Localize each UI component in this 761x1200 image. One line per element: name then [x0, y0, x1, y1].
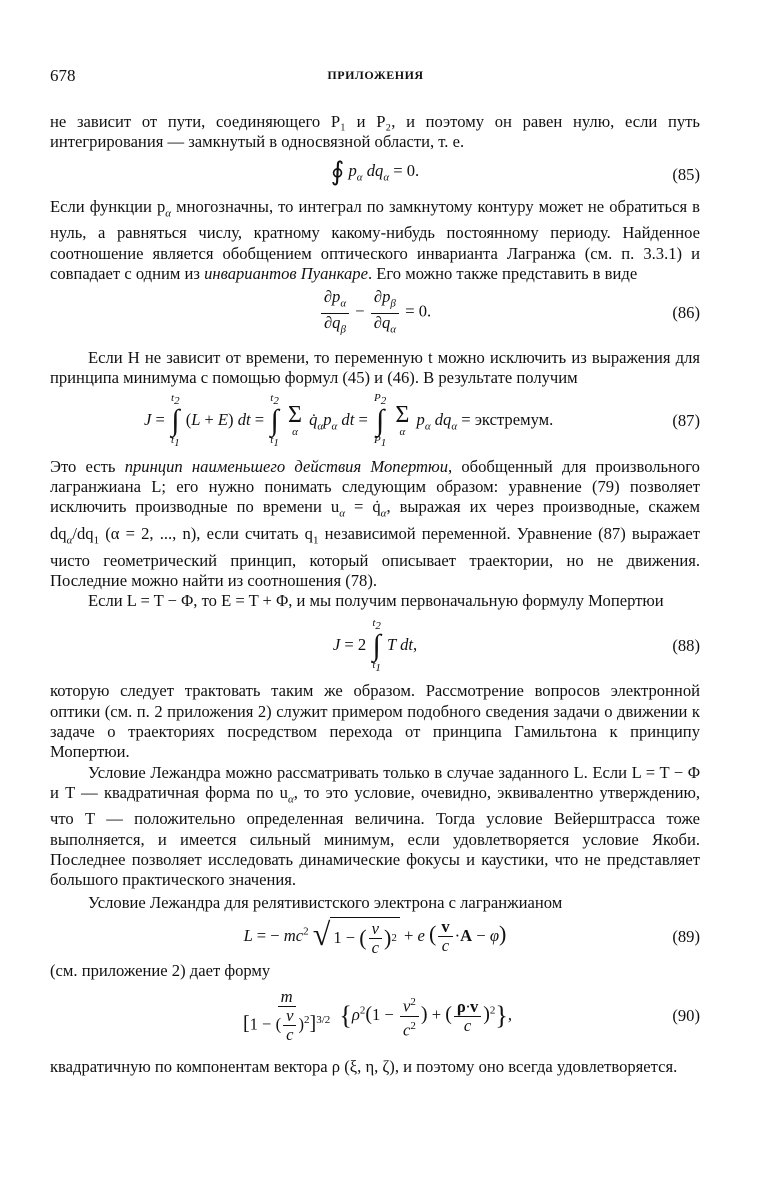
equation-90: m [1 − ( $\frac{v}{c}$ )$^2$]$^{3/2}$ {$\rho^2(1$ − $\frac{v^2}{c^2}$ ) + ( $\frac{\rho\cdot v}{c}$ )$^2$}, (90) — [242, 987, 700, 1045]
equation-number-90: (90) — [672, 1006, 700, 1026]
paragraph-5: Если L = T − Φ, то E = T + Φ, и мы получим первоначальную формулу Мопертюи — [88, 591, 664, 611]
extremum-word: экстремум. — [474, 409, 554, 429]
running-head: ПРИЛОЖЕНИЯ — [327, 68, 424, 82]
equation-85: ∮ $p_\alpha$ $dq_\alpha = 0$. (85) — [330, 157, 700, 187]
equation-89: L = − $mc^2$ √ 1 − ( $\frac{v}{c}$ ) 2 + e ( $\frac{v}{c}$ ·A − φ) (89) — [243, 915, 700, 957]
equation-87: J = $t_2$ ∫ $t_1$ (L + E) dt = $t_2$ ∫ $t_1$ Σ α $q̇_\alpha p_\alpha$ dt = $P_2$ ∫ $P_1$ Σ α $p_\alpha$ $dq_\alpha$ = экстремум. (87) — [144, 391, 700, 449]
paragraph-10: квадратичную по компонентам вектора ρ (ξ, η, ζ), и поэтому оно всегда удовлетворяется. — [50, 1057, 678, 1077]
equation-number-85: (85) — [672, 164, 700, 184]
equation-number-88: (88) — [672, 636, 700, 656]
equation-number-87: (87) — [672, 410, 700, 430]
paragraph-8: Условие Лежандра для релятивистского электрона с лагранжианом — [88, 892, 563, 912]
paragraph-4: Это есть принцип наименьшего действия Мопертюи, обобщенный для произвольного лагранжиана L; его нужно понимать следующим образом: уравнение (79) позволяет исключить производные по времени $u_\alpha$ = $q̇_\alpha$, выражая их через производные, скажем $dq_\alpha/dq_1$ (α = 2, ..., n), если считать $q_1$ независимой переменной. Уравнение (87) выражает чисто геометрический принцип, который описывает траектории, но не движения. Последние можно найти из соотношения (78). — [50, 456, 701, 590]
equation-88: J = 2 $t_2$ ∫ $t_1$ T dt, (88) — [332, 617, 700, 675]
emphasis-maupertuis-principle: принцип наименьшего действия Мопертюи — [124, 456, 448, 476]
equation-number-89: (89) — [672, 926, 700, 946]
paragraph-6: которую следует трактовать таким же образом. Рассмотрение вопросов электронной оптики (см. п. 2 приложения 2) служит примером подобного сведения задачи о движении к задаче о траекториях посредством перехода от принципа Гамильтона к принципу Мопертюи. — [50, 681, 700, 762]
page-body — [50, 112, 700, 1078]
paragraph-2: Если функции $p_\alpha$ многозначны, то интеграл по замкнутому контуру может не обратиться в нуль, а равняться числу, кратному какому-нибудь постоянному периоду. Найденное соотношение является обобщением оптического инварианта Лагранжа (см. п. 3.3.1) и совпадает с одним из инвариантов Пуанкаре. Его можно также представить в виде — [50, 196, 700, 283]
equation-86: $\frac{\partial p_\alpha}{\partial q_\beta}$ − $\frac{\partial p_\beta}{\partial q_\alpha}$ = 0. (86) — [50, 284, 700, 342]
page-number: 678 — [50, 66, 76, 85]
equation-number-86: (86) — [672, 302, 700, 322]
paragraph-7: Условие Лежандра можно рассматривать только в случае заданного L. Если L = T − Φ и T — квадратичная форма по $u_\alpha$, то это условие, очевидно, эквивалентно утверждению, что T — положительно определенная величина. Тогда условие Вейерштрасса тоже выполняется, и имеется сильный минимум, если удовлетворяется условие Якоби. Последнее позволяет исследовать динамические фокусы и каустики, что не представляет большого практического значения. — [50, 762, 700, 890]
paragraph-9: (см. приложение 2) дает форму — [50, 960, 271, 980]
emphasis-poincare-invariants: инвариантов Пуанкаре — [204, 263, 368, 283]
paragraph-3: Если H не зависит от времени, то переменную t можно исключить из выражения для принципа минимума с помощью формул (45) и (46). В результате получим — [50, 348, 700, 388]
paragraph-1: не зависит от пути, соединяющего P₁ и P₂, и поэтому он равен нулю, если путь интегрирования — замкнутый в односвязной области, т. е. — [50, 112, 700, 152]
page-header — [50, 66, 701, 90]
